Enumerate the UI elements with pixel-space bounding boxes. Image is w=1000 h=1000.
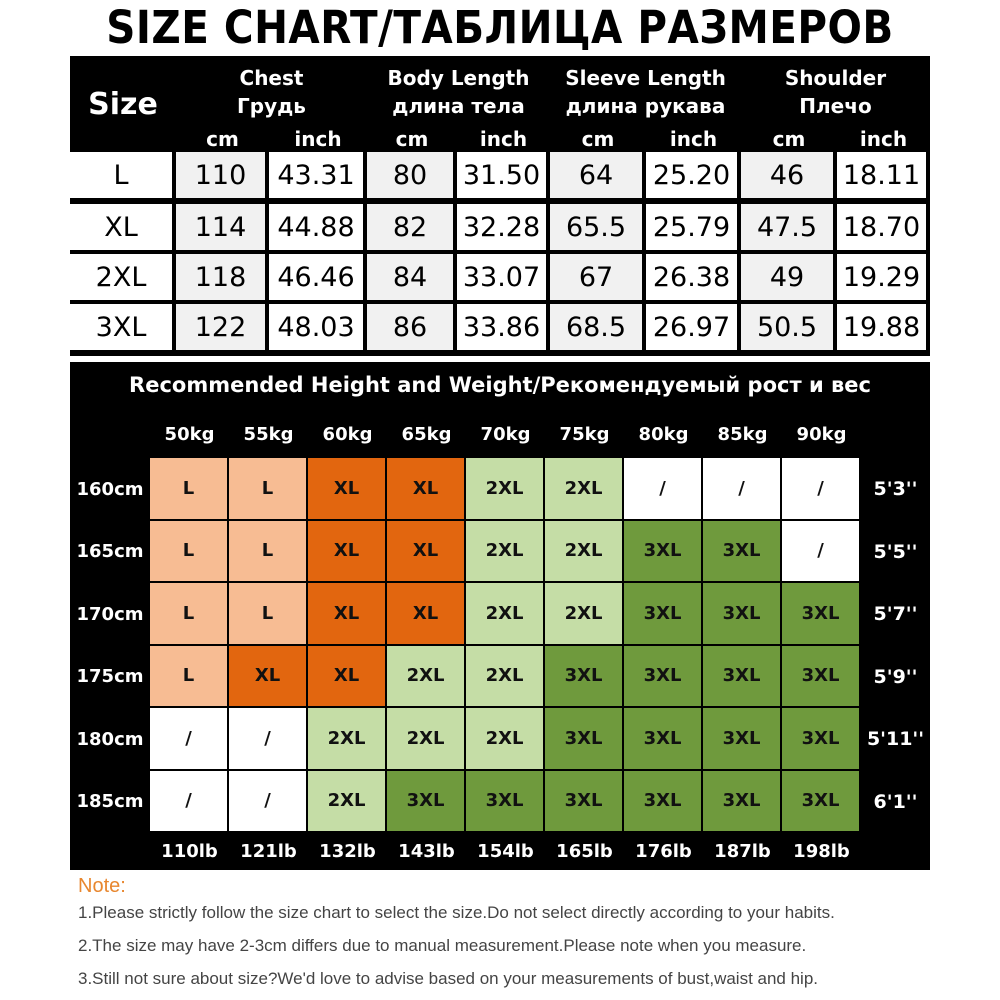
weight-kg-label: 90kg (796, 423, 847, 445)
size-recommendation-cell: 3XL (703, 583, 780, 644)
size-recommendation-cell: L (229, 583, 306, 644)
size-recommendation-cell: / (703, 458, 780, 519)
size-recommendation-cell: L (150, 583, 227, 644)
size-recommendation-cell: L (229, 521, 306, 582)
measurement-cell: 25.79 (646, 204, 737, 250)
size-recommendation-cell: / (150, 708, 227, 769)
height-ft-label: 5'11'' (866, 728, 925, 751)
measurement-cell: 46.46 (269, 254, 363, 300)
measurement-cell: 84 (367, 254, 453, 300)
size-name-cell: L (70, 152, 172, 198)
size-recommendation-cell: 2XL (387, 646, 464, 707)
size-recommendation-cell: 3XL (624, 708, 701, 769)
measurement-cell: 86 (367, 304, 453, 350)
weight-lb-label: 187lb (714, 840, 771, 862)
size-recommendation-cell: 2XL (466, 521, 543, 582)
size-recommendation-cell: 3XL (466, 771, 543, 832)
measurement-cell: 47.5 (741, 204, 833, 250)
size-recommendation-cell: 2XL (387, 708, 464, 769)
group-header-ru: длина тела (392, 94, 525, 118)
measurement-cell: 50.5 (741, 304, 833, 350)
height-cm-label: 170cm (76, 603, 144, 625)
measurement-cell: 33.86 (457, 304, 546, 350)
size-recommendation-cell: 2XL (545, 458, 622, 519)
size-recommendation-cell: XL (387, 458, 464, 519)
group-header (176, 56, 367, 128)
measurement-cell: 49 (741, 254, 833, 300)
note-line-1: 1.Please strictly follow the size chart to select the size.Do not select directly according to your habits. (78, 903, 835, 922)
size-column-header: Size (88, 86, 158, 122)
size-recommendation-cell: 2XL (308, 771, 385, 832)
size-recommendation-cell: / (624, 458, 701, 519)
note-heading: Note: (78, 875, 126, 897)
size-recommendation-cell: 2XL (466, 458, 543, 519)
group-header-ru: длина рукава (565, 94, 726, 118)
height-cm-label: 180cm (76, 728, 144, 750)
group-header-en: Chest (239, 66, 304, 90)
measurement-cell: 43.31 (269, 152, 363, 198)
size-recommendation-cell: 3XL (782, 583, 859, 644)
measurement-cell: 114 (176, 204, 265, 250)
group-header (367, 56, 550, 128)
size-recommendation-cell: 3XL (703, 521, 780, 582)
recommendation-grid (70, 362, 930, 870)
size-recommendation-cell: L (150, 458, 227, 519)
unit-header: cm (772, 127, 806, 151)
weight-kg-label: 70kg (480, 423, 531, 445)
unit-header: inch (294, 127, 342, 151)
size-recommendation-cell: / (229, 771, 306, 832)
size-recommendation-cell: / (782, 458, 859, 519)
size-recommendation-cell: 2XL (466, 646, 543, 707)
size-recommendation-cell: 3XL (387, 771, 464, 832)
weight-kg-label: 50kg (164, 423, 215, 445)
size-recommendation-cell: 2XL (466, 708, 543, 769)
size-recommendation-cell: XL (308, 458, 385, 519)
size-recommendation-cell: 2XL (545, 521, 622, 582)
group-header-ru: Плечо (799, 94, 872, 118)
unit-header: cm (581, 127, 615, 151)
measurement-cell: 18.70 (837, 204, 926, 250)
group-header-en: Shoulder (784, 66, 887, 90)
weight-kg-label: 85kg (717, 423, 768, 445)
size-recommendation-cell: L (229, 458, 306, 519)
weight-kg-label: 80kg (638, 423, 689, 445)
recommendation-title: Recommended Height and Weight/Рекомендуемый рост и вес (129, 373, 871, 397)
size-recommendation-cell: 3XL (545, 708, 622, 769)
measurement-cell: 64 (550, 152, 642, 198)
weight-lb-label: 154lb (477, 840, 534, 862)
height-cm-label: 175cm (76, 666, 144, 688)
height-ft-label: 6'1'' (873, 790, 918, 813)
size-recommendation-cell: 3XL (624, 771, 701, 832)
size-recommendation-cell: / (229, 708, 306, 769)
measurement-cell: 46 (741, 152, 833, 198)
size-recommendation-cell: 3XL (782, 646, 859, 707)
measurement-cell: 122 (176, 304, 265, 350)
size-recommendation-cell: 3XL (703, 646, 780, 707)
size-recommendation-cell: XL (308, 583, 385, 644)
size-recommendation-cell: 3XL (782, 708, 859, 769)
height-cm-label: 185cm (76, 791, 144, 813)
size-recommendation-cell: XL (308, 646, 385, 707)
weight-kg-label: 75kg (559, 423, 610, 445)
size-name-cell: 2XL (70, 254, 172, 300)
height-ft-label: 5'7'' (873, 603, 918, 626)
size-recommendation-cell: XL (387, 583, 464, 644)
measurement-cell: 26.97 (646, 304, 737, 350)
height-ft-label: 5'5'' (873, 540, 918, 563)
size-recommendation-cell: 3XL (624, 583, 701, 644)
note-line-3: 3.Still not sure about size?We'd love to advise based on your measurements of bust,waist and hip. (78, 969, 819, 988)
size-recommendation-cell: 3XL (703, 708, 780, 769)
weight-lb-label: 165lb (556, 840, 613, 862)
measurement-cell: 118 (176, 254, 265, 300)
size-recommendation-cell: / (782, 521, 859, 582)
unit-header: inch (859, 127, 908, 151)
size-recommendation-cell: 3XL (782, 771, 859, 832)
weight-kg-label: 60kg (322, 423, 373, 445)
group-header (741, 56, 930, 128)
measurement-cell: 25.20 (646, 152, 737, 198)
page-title: SIZE CHART/ТАБЛИЦА РАЗМЕРОВ (106, 1, 894, 54)
weight-kg-label: 65kg (401, 423, 452, 445)
notes-section (78, 872, 978, 999)
height-cm-label: 160cm (76, 478, 144, 500)
weight-lb-label: 110lb (161, 840, 218, 862)
size-recommendation-cell: 3XL (624, 521, 701, 582)
measurement-cell: 48.03 (269, 304, 363, 350)
unit-header: inch (669, 127, 718, 151)
size-name-cell: XL (70, 204, 172, 250)
size-chart-table (70, 56, 930, 356)
measurement-cell: 19.29 (837, 254, 926, 300)
size-recommendation-cell: L (150, 646, 227, 707)
height-cm-label: 165cm (76, 541, 144, 563)
size-name-cell: 3XL (70, 304, 172, 350)
height-ft-label: 5'3'' (873, 478, 918, 501)
size-recommendation-cell: XL (387, 521, 464, 582)
size-recommendation-cell: 2XL (308, 708, 385, 769)
size-recommendation-cell: XL (229, 646, 306, 707)
measurement-cell: 67 (550, 254, 642, 300)
unit-header: inch (479, 127, 528, 151)
height-ft-label: 5'9'' (873, 665, 918, 688)
measurement-cell: 110 (176, 152, 265, 198)
measurement-cell: 65.5 (550, 204, 642, 250)
group-header-en: Body Length (387, 66, 530, 90)
measurement-cell: 26.38 (646, 254, 737, 300)
measurement-cell: 31.50 (457, 152, 546, 198)
size-recommendation-cell: 3XL (545, 646, 622, 707)
measurement-cell: 82 (367, 204, 453, 250)
group-header-ru: Грудь (237, 94, 306, 118)
unit-header: cm (395, 127, 429, 151)
size-recommendation-cell: 3XL (624, 646, 701, 707)
weight-lb-label: 176lb (635, 840, 692, 862)
weight-lb-label: 198lb (793, 840, 850, 862)
measurement-cell: 18.11 (837, 152, 926, 198)
unit-header: cm (206, 127, 239, 151)
size-recommendation-cell: XL (308, 521, 385, 582)
size-recommendation-cell: 3XL (545, 771, 622, 832)
size-recommendation-cell: L (150, 521, 227, 582)
measurement-cell: 44.88 (269, 204, 363, 250)
group-header (550, 56, 741, 128)
measurement-cell: 19.88 (837, 304, 926, 350)
measurement-cell: 33.07 (457, 254, 546, 300)
measurement-cell: 80 (367, 152, 453, 198)
note-line-2: 2.The size may have 2-3cm differs due to manual measurement.Please note when you measure. (78, 936, 807, 955)
weight-lb-label: 143lb (398, 840, 455, 862)
size-recommendation-cell: 3XL (703, 771, 780, 832)
group-header-en: Sleeve Length (565, 66, 726, 90)
measurement-cell: 32.28 (457, 204, 546, 250)
size-recommendation-cell: 2XL (545, 583, 622, 644)
measurement-cell: 68.5 (550, 304, 642, 350)
size-recommendation-cell: / (150, 771, 227, 832)
weight-lb-label: 121lb (240, 840, 297, 862)
size-recommendation-cell: 2XL (466, 583, 543, 644)
weight-kg-label: 55kg (243, 423, 294, 445)
weight-lb-label: 132lb (319, 840, 376, 862)
